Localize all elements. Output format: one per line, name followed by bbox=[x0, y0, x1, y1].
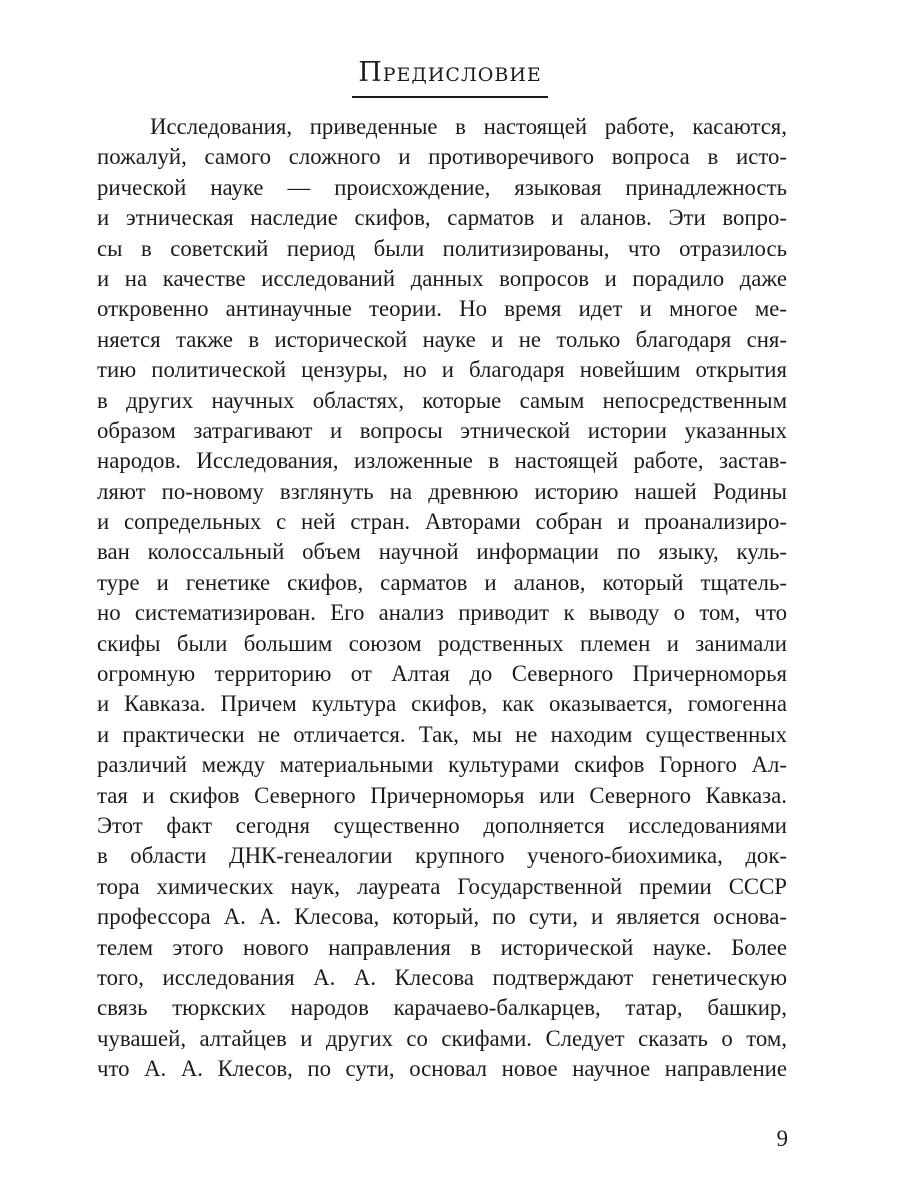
text-line: туре и генетике скифов, сарматов и аланов, который тщатель- bbox=[97, 569, 787, 595]
text-line: тию политической цензуры, но и благодаря новейшим открытия bbox=[97, 357, 787, 383]
text-line: пожалуй, самого сложного и противоречивого вопроса в исто- bbox=[97, 144, 787, 170]
text-line: народов. Исследования, изложенные в настоящей работе, застав- bbox=[97, 448, 787, 474]
body-paragraph bbox=[97, 112, 787, 1085]
section-heading: Предисловие bbox=[352, 58, 548, 98]
text-line: различий между материальными культурами скифов Горного Ал- bbox=[97, 752, 787, 778]
text-line: чувашей, алтайцев и других со скифами. Следует сказать о том, bbox=[97, 1025, 787, 1051]
text-line: скифы были большим союзом родственных племен и занимали bbox=[97, 630, 787, 656]
text-line: Этот факт сегодня существенно дополняется исследованиями bbox=[97, 812, 787, 838]
text-line: и сопредельных с ней стран. Авторами собран и проанализиро- bbox=[97, 509, 787, 535]
text-line: но систематизирован. Его анализ приводит к выводу о том, что bbox=[97, 600, 787, 626]
text-line: образом затрагивают и вопросы этнической истории указанных bbox=[97, 417, 787, 443]
text-line: рической науке — происхождение, языковая принадлежность bbox=[97, 174, 787, 200]
text-line: тора химических наук, лауреата Государственной премии СССР bbox=[97, 873, 787, 899]
text-line: и Кавказа. Причем культура скифов, как оказывается, гомогенна bbox=[97, 691, 787, 717]
text-line: и на качестве исследований данных вопросов и порадило даже bbox=[97, 265, 787, 291]
text-line: и этническая наследие скифов, сарматов и аланов. Эти вопро- bbox=[97, 205, 787, 231]
text-line: ляют по-новому взглянуть на древнюю историю нашей Родины bbox=[97, 478, 787, 504]
page-number: 9 bbox=[776, 1126, 788, 1151]
text-line: откровенно антинаучные теории. Но время идет и многое ме- bbox=[97, 296, 787, 322]
text-line: в области ДНК-генеалогии крупного ученого-биохимика, док- bbox=[97, 843, 787, 869]
text-line: связь тюркских народов карачаево-балкарцев, татар, башкир, bbox=[97, 995, 787, 1021]
text-line: и практически не отличается. Так, мы не находим существенных bbox=[97, 721, 787, 747]
text-line: Исследования, приведенные в настоящей работе, касаются, bbox=[150, 114, 787, 139]
text-line: того, исследования А. А. Клесова подтверждают генетическую bbox=[97, 964, 787, 990]
text-line: телем этого нового направления в исторической науке. Более bbox=[97, 934, 787, 960]
text-line: ван колоссальный объем научной информации по языку, куль- bbox=[97, 539, 787, 565]
text-line: профессора А. А. Клесова, который, по сути, и является основа- bbox=[97, 904, 787, 930]
text-line: сы в советский период были политизированы, что отразилось bbox=[97, 235, 787, 261]
text-line: тая и скифов Северного Причерноморья или Северного Кавказа. bbox=[97, 782, 787, 808]
text-line: няется также в исторической науке и не только благодаря сня- bbox=[97, 326, 787, 352]
text-line: в других научных областях, которые самым непосредственным bbox=[97, 387, 787, 413]
text-line: что А. А. Клесов, по сути, основал новое научное направление bbox=[97, 1056, 787, 1082]
heading-container bbox=[0, 58, 900, 98]
text-line: огромную территорию от Алтая до Северного Причерноморья bbox=[97, 661, 787, 687]
